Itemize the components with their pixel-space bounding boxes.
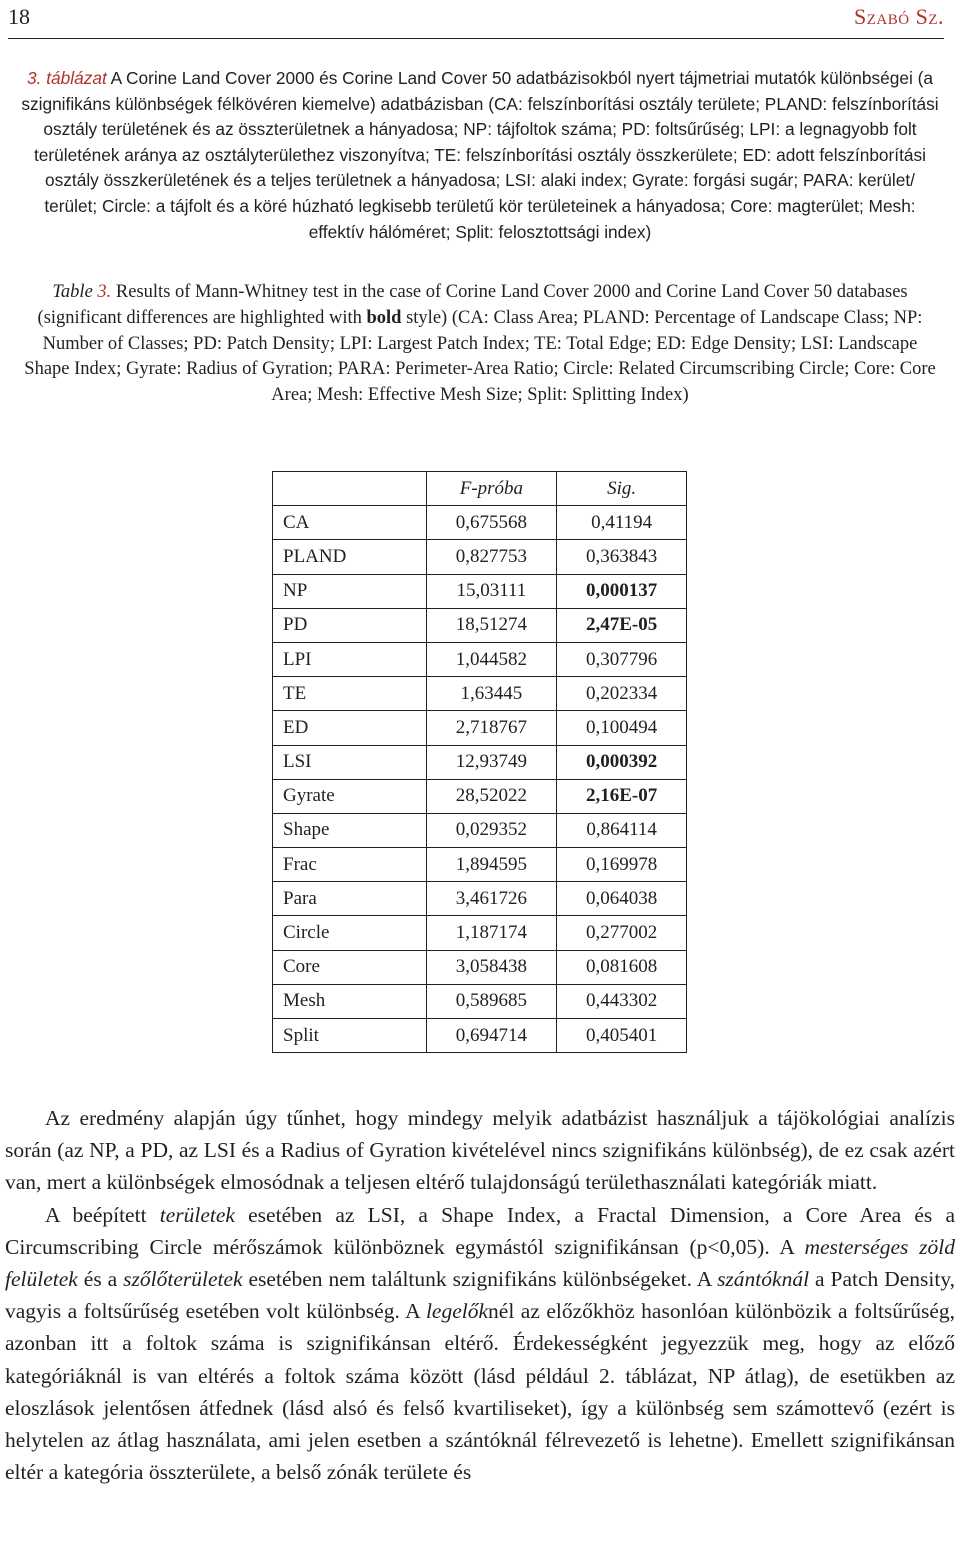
sig-value-cell: 0,169978 — [557, 848, 687, 882]
table-body — [273, 506, 687, 1053]
table-row — [273, 984, 687, 1018]
f-value-cell: 0,029352 — [426, 813, 557, 847]
metric-cell: Core — [273, 950, 427, 984]
f-value-cell: 18,51274 — [426, 608, 557, 642]
table-row — [273, 882, 687, 916]
sig-value-cell: 0,064038 — [557, 882, 687, 916]
f-value-cell: 12,93749 — [426, 745, 557, 779]
metric-cell: Frac — [273, 848, 427, 882]
sig-value-cell: 0,202334 — [557, 677, 687, 711]
f-value-cell: 1,63445 — [426, 677, 557, 711]
metric-cell: LSI — [273, 745, 427, 779]
caption-hungarian-text: A Corine Land Cover 2000 és Corine Land Cover 50 adatbázisokból nyert tájmetriai mutatók különbségei (a szignifikáns különbségek félkövéren kiemelve) adatbázisban (CA: felszínborítási osztály területe; PLAND: felszínborítási osztály területének és az összterületnek a hányadosa; NP: tájfoltok száma; PD: foltsűrűség; LPI: a legnagyobb folt területének aránya az osztályterülethez viszonyítva; TE: felszínborítási osztály összkerülete; ED: adott felszínborítási osztály összkerületének és a teljes területnek a hányadosa; LSI: alaki index; Gyrate: forgási sugár; PARA: kerület/ terület; Circle: a tájfolt és a köré húzható legkisebb területű kör területeinek a hányadosa; Core: magterület; Mesh: effektív hálóméret; Split: felosztottsági index) — [21, 68, 939, 242]
table-label-word: Table — [52, 282, 93, 302]
mann-whitney-results-table — [272, 471, 687, 1053]
p2-italic-5: legelők — [425, 1299, 489, 1324]
metric-cell: ED — [273, 711, 427, 745]
header-rule — [8, 38, 944, 39]
metric-cell: Para — [273, 882, 427, 916]
f-value-cell: 0,589685 — [426, 984, 557, 1018]
table-label-english — [52, 282, 111, 302]
table-row — [273, 608, 687, 642]
table-row — [273, 1019, 687, 1053]
f-value-cell: 15,03111 — [426, 574, 557, 608]
metric-cell: LPI — [273, 642, 427, 676]
metric-cell: PLAND — [273, 540, 427, 574]
table-caption-hungarian — [18, 66, 942, 245]
sig-value-cell: 0,277002 — [557, 916, 687, 950]
sig-value-cell: 0,443302 — [557, 984, 687, 1018]
caption-english-text-2: style) (CA: Class Area; PLAND: Percentage of Landscape Class; NP: Number of Classes; PD: Patch Density; LPI: Largest Patch Index; TE: Total Edge; ED: Edge Density; LSI: Landscape Shape Index; Gyrate: Radius of Gyration; PARA: Perimeter-Area Ratio; Circle: Related Circumscribing Circle; Core: Core Area; Mesh: Effective Mesh Size; Split: Splitting Index) — [24, 307, 936, 406]
sig-value-cell: 0,000392 — [557, 745, 687, 779]
sig-value-cell: 0,864114 — [557, 813, 687, 847]
f-value-cell: 0,827753 — [426, 540, 557, 574]
caption-english-text-1: Results of Mann-Whitney test in the case of Corine Land Cover 2000 and Corine Land Cover 50 databases (significant differences are highlighted with — [37, 282, 908, 328]
sig-value-cell: 0,405401 — [557, 1019, 687, 1053]
table-row — [273, 779, 687, 813]
table-row — [273, 677, 687, 711]
header-f-test: F-próba — [426, 472, 557, 506]
p2-text-6: nél az előzőkhöz hasonlóan különbözik a foltsűrűség, azonban itt a foltok száma is szignifikánsan eltérő. Érdekességként jegyezzük meg, hogy az előző kategóriáknál is van eltérés a foltok száma között (lásd például 2. táblázat, NP átlag), de esetükben az eloszlások jelentősen átfednek (lásd alsó és felső kvartiliseket), így a különbség sem számottevő (ezért is helytelen az átlag használata, ami jelen esetben a szántóknál félrevezető is lehetne). Emellett szignifikánsan eltér a kategória összterülete, a belső zónák területe és — [5, 1299, 955, 1485]
table-header-row — [273, 472, 687, 506]
f-value-cell: 0,694714 — [426, 1019, 557, 1053]
sig-value-cell: 0,000137 — [557, 574, 687, 608]
sig-value-cell: 0,307796 — [557, 642, 687, 676]
p2-text-4: esetében nem találtunk szignifikáns különbségeket. A — [248, 1267, 712, 1292]
metric-cell: PD — [273, 608, 427, 642]
metric-cell: Circle — [273, 916, 427, 950]
table-row — [273, 506, 687, 540]
table-row — [273, 574, 687, 608]
p2-text-1: A beépített — [45, 1202, 147, 1227]
sig-value-cell: 2,16E-07 — [557, 779, 687, 813]
f-value-cell: 3,058438 — [426, 950, 557, 984]
sig-value-cell: 0,363843 — [557, 540, 687, 574]
running-head-author: Szabó Sz. — [854, 4, 944, 29]
table-row — [273, 848, 687, 882]
metric-cell: Split — [273, 1019, 427, 1053]
metric-cell: CA — [273, 506, 427, 540]
metric-cell: NP — [273, 574, 427, 608]
paragraph-1: Az eredmény alapján úgy tűnhet, hogy mindegy melyik adatbázist használjuk a tájökológiai analízis során (az NP, a PD, az LSI és a Radius of Gyration kivételével nincs szignifikáns különbség), de ez csak azért van, mert a különbségek elmosódnak a teljesen eltérő tulajdonságú területhasználati kategóriák miatt. — [5, 1106, 955, 1195]
table-caption-english — [18, 280, 942, 409]
table-row — [273, 642, 687, 676]
page-number: 18 — [8, 4, 30, 29]
body-text — [5, 1102, 955, 1488]
table-row — [273, 745, 687, 779]
header-significance: Sig. — [557, 472, 687, 506]
table-row — [273, 540, 687, 574]
header-metric — [273, 472, 427, 506]
metric-cell: Shape — [273, 813, 427, 847]
table-label-hungarian: 3. táblázat — [27, 68, 107, 88]
f-value-cell: 0,675568 — [426, 506, 557, 540]
metric-cell: Gyrate — [273, 779, 427, 813]
page-header — [8, 0, 944, 40]
table-row — [273, 916, 687, 950]
sig-value-cell: 0,081608 — [557, 950, 687, 984]
table-row — [273, 711, 687, 745]
table-row — [273, 813, 687, 847]
f-value-cell: 1,044582 — [426, 642, 557, 676]
sig-value-cell: 2,47E-05 — [557, 608, 687, 642]
f-value-cell: 28,52022 — [426, 779, 557, 813]
sig-value-cell: 0,41194 — [557, 506, 687, 540]
sig-value-cell: 0,100494 — [557, 711, 687, 745]
p2-text-3: és a — [83, 1267, 118, 1292]
table-row — [273, 950, 687, 984]
p2-text-2: esetében az LSI, a Shape Index, a Fractal Dimension, a Core Area és a Circumscribing Circle mérőszámok különböznek egymástól szignifikánsan (p<0,05). A — [5, 1202, 955, 1259]
f-value-cell: 2,718767 — [426, 711, 557, 745]
metric-cell: TE — [273, 677, 427, 711]
f-value-cell: 1,894595 — [426, 848, 557, 882]
p2-italic-4: szántóknál — [717, 1267, 810, 1292]
p2-italic-3: szőlőterületek — [123, 1267, 243, 1292]
paragraph-2 — [5, 1199, 955, 1489]
caption-english-bold-word: bold — [366, 307, 402, 328]
p2-italic-2: mesterséges zöld felületek — [5, 1234, 955, 1292]
table-label-number: 3. — [97, 282, 112, 302]
f-value-cell: 1,187174 — [426, 916, 557, 950]
p2-text-5: a Patch Density, vagyis a foltsűrűség esetében volt különbség. A — [5, 1267, 956, 1324]
f-value-cell: 3,461726 — [426, 882, 557, 916]
p2-italic-1: területek — [159, 1202, 235, 1227]
metric-cell: Mesh — [273, 984, 427, 1018]
